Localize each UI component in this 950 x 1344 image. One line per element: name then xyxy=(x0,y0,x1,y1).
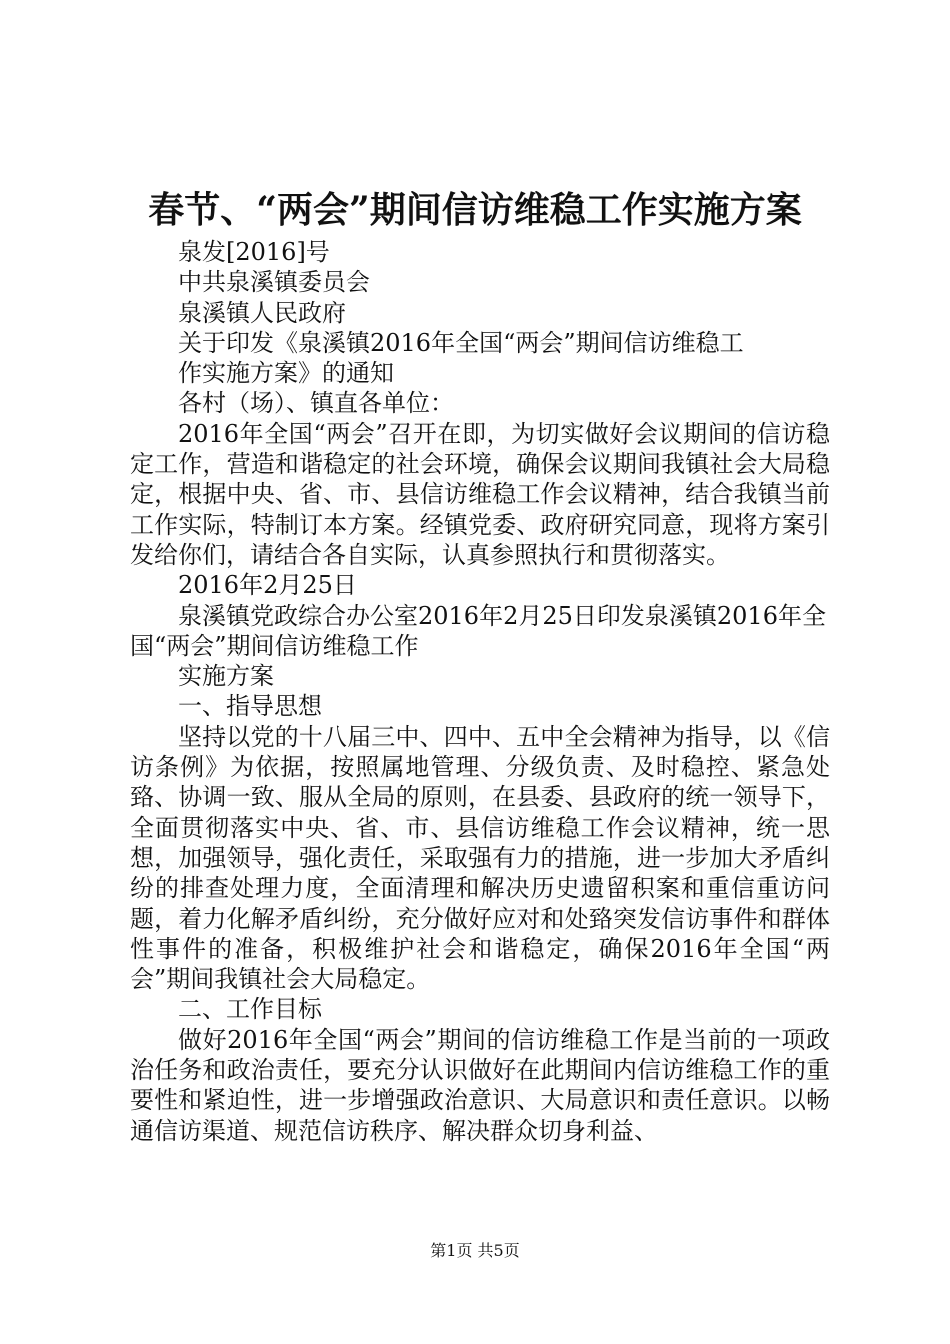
intro-paragraph: 2016年全国“两会”召开在即，为切实做好会议期间的信访稳定工作，营造和谐稳定的社会环境，确保会议期间我镇社会大局稳定，根据中央、省、市、县信访维稳工作会议精神，结合我镇当前工作实际，特制订本方案。经镇党委、政府研究同意，现将方案引发给你们，请结合各自实际，认真参照执行和贯彻落实。 xyxy=(130,419,830,569)
doc-number: 泉发[2016]号 xyxy=(178,238,330,266)
notice-title-line2: 作实施方案》的通知 xyxy=(178,359,394,388)
section2-paragraph: 做好2016年全国“两会”期间的信访维稳工作是当前的一项政治任务和政治责任，要充分认识做好在此期间内信访维稳工作的重要性和紧迫性，进一步增强政治意识、大局意识和责任意识。以畅通信访渠道、规范信访秩序、解决群众切身利益、 xyxy=(130,1025,830,1145)
notice-title-line1: 关于印发《泉溪镇2016年全国“两会”期间信访维稳工 xyxy=(178,328,744,357)
issuer-government: 泉溪镇人民政府 xyxy=(178,298,346,327)
print-note: 泉溪镇党政综合办公室2016年2月25日印发泉溪镇2016年全国“两会”期间信访维稳工作 xyxy=(130,601,826,660)
section2-heading: 二、工作目标 xyxy=(178,995,322,1024)
recipients: 各村（场）、镇直各单位： xyxy=(178,389,454,418)
document-body xyxy=(130,237,830,1146)
subtitle: 实施方案 xyxy=(178,662,274,691)
document-title: 春节、“两会”期间信访维稳工作实施方案 xyxy=(148,189,802,231)
section1-paragraph: 坚持以党的十八届三中、四中、五中全会精神为指导，以《信访条例》为依据，按照属地管理、分级负责、及时稳控、紧急处臵、协调一致、服从全局的原则，在县委、县政府的统一领导下，全面贯彻落实中央、省、市、县信访维稳工作会议精神，统一思想，加强领导，强化责任，采取强有力的措施，进一步加大矛盾纠纷的排查处理力度，全面清理和解决历史遗留积案和重信重访问题，着力化解矛盾纠纷，充分做好应对和处臵突发信访事件和群体性事件的准备，积极维护社会和谐稳定，确保2016年全国“两会”期间我镇社会大局稳定。 xyxy=(130,722,830,994)
issue-date: 2016年2月25日 xyxy=(178,571,357,600)
page-footer: 第1页 共5页 xyxy=(430,1241,520,1260)
issuer-party: 中共泉溪镇委员会 xyxy=(178,268,370,297)
section1-heading: 一、指导思想 xyxy=(178,692,322,721)
